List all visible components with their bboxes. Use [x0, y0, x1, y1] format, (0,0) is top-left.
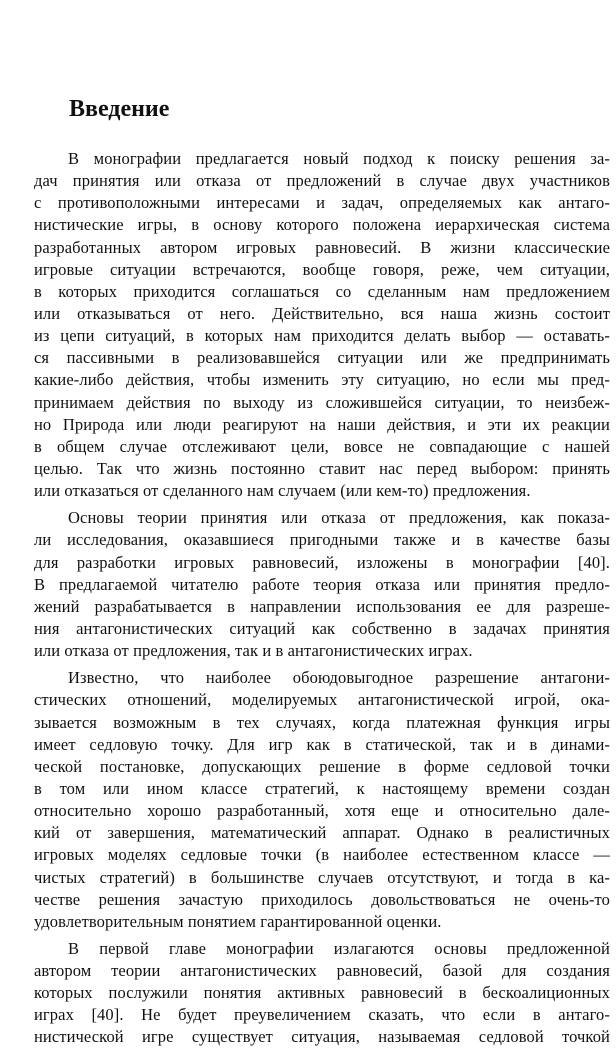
text-line: В монографии предлагается новый подход к поиску решения за-: [68, 149, 610, 168]
text-line: в общем случае отслеживают цели, вовсе не совпадающие с нашей: [34, 436, 610, 456]
paragraph: [34, 507, 610, 662]
text-line: с противоположными интересами и задач, определяемых как антаго-: [34, 193, 610, 213]
text-line: нистической игре существует ситуация, называемая седловой точкой: [34, 1027, 610, 1047]
text-line: жений разрабатывается в направлении использования ее для разреше-: [34, 596, 610, 616]
text-line: из цепи ситуаций, в которых нам приходится делать выбор — оставать-: [34, 326, 610, 346]
text-line: в которых приходится соглашаться со сделанным нам предложением: [34, 281, 610, 301]
section-heading: Введение: [69, 96, 170, 122]
text-line: играх [40]. Не будет преувеличением сказать, что если в антаго-: [34, 1005, 610, 1025]
text-line: игровые ситуации встречаются, вообще говоря, реже, чем ситуации,: [34, 259, 610, 279]
text-line: чистых стратегий) в большинстве случаев отсутствуют, и тогда в ка-: [34, 867, 610, 887]
body-text: [34, 148, 610, 1054]
paragraph: [34, 148, 610, 502]
text-line: принимаем действия по выходу из сложившейся ситуации, то неизбеж-: [34, 392, 610, 412]
text-line: В первой главе монографии излагаются основы предложенной: [68, 938, 610, 958]
text-line: или отказываться от него. Действительно, вся наша жизнь состоит: [34, 303, 610, 323]
text-line: кий от завершения, математический аппарат. Однако в реалистичных: [34, 823, 610, 843]
text-line: игровых моделях седловые точки (в наиболее естественном классе —: [34, 845, 610, 865]
text-line: нистические игры, в основу которого положена иерархическая система: [34, 215, 610, 235]
paragraph: [34, 667, 610, 933]
text-line: относительно хорошо разработанный, хотя еще и относительно дале-: [34, 801, 610, 821]
text-line: Известно, что наиболее обоюдовыгодное разрешение антагони-: [68, 668, 610, 688]
text-line: удовлетворительным понятием гарантированной оценки.: [34, 911, 442, 931]
text-line: зывается возможным в тех случаях, когда платежная функция игры: [34, 712, 610, 732]
text-line: автором теории антагонистических равновесий, базой для создания: [34, 961, 610, 981]
text-line: Основы теории принятия или отказа от предложения, как показа-: [68, 508, 610, 528]
text-line: в том или ином классе стратегий, к настоящему времени создан: [34, 778, 610, 798]
text-line: ся пассивными в реализовавшейся ситуации или же предпринимать: [34, 348, 610, 368]
text-line: имеет седловую точку. Для игр как в статической, так и в динами-: [34, 734, 610, 754]
text-line: разработанных автором игровых равновесий. В жизни классические: [34, 237, 610, 257]
text-line: которых послужили понятия активных равновесий в бескоалиционных: [34, 983, 610, 1003]
text-line: для разработки игровых равновесий, изложены в монографии [40].: [34, 552, 610, 572]
text-line: ческой постановке, допускающих решение в форме седловой точки: [34, 756, 610, 776]
text-line: стических отношений, моделируемых антагонистической игрой, ока-: [34, 690, 610, 710]
text-line: или отказаться от сделанного нам случаем (или кем-то) предложения.: [34, 481, 531, 501]
text-line: но Природа или люди реагируют на наши действия, и эти их реакции: [34, 414, 610, 434]
text-line: какие-либо действия, чтобы изменить эту ситуацию, но если мы пред-: [34, 370, 610, 390]
text-line: ли исследования, оказавшиеся пригодными также и в качестве базы: [34, 530, 610, 550]
text-line: ния антагонистических ситуаций как собственно в задачах принятия: [34, 618, 610, 638]
text-line: честве решения зачастую приходилось довольствоваться не очень-то: [34, 889, 610, 909]
paragraph: [34, 938, 610, 1049]
text-line: целью. Так что жизнь постоянно ставит нас перед выбором: принять: [34, 458, 610, 478]
text-line: дач принятия или отказа от предложений в случае двух участников: [34, 171, 610, 191]
text-line: или отказа от предложения, так и в антагонистических играх.: [34, 641, 473, 661]
text-line: В предлагаемой читателю работе теория отказа или принятия предло-: [34, 574, 610, 594]
